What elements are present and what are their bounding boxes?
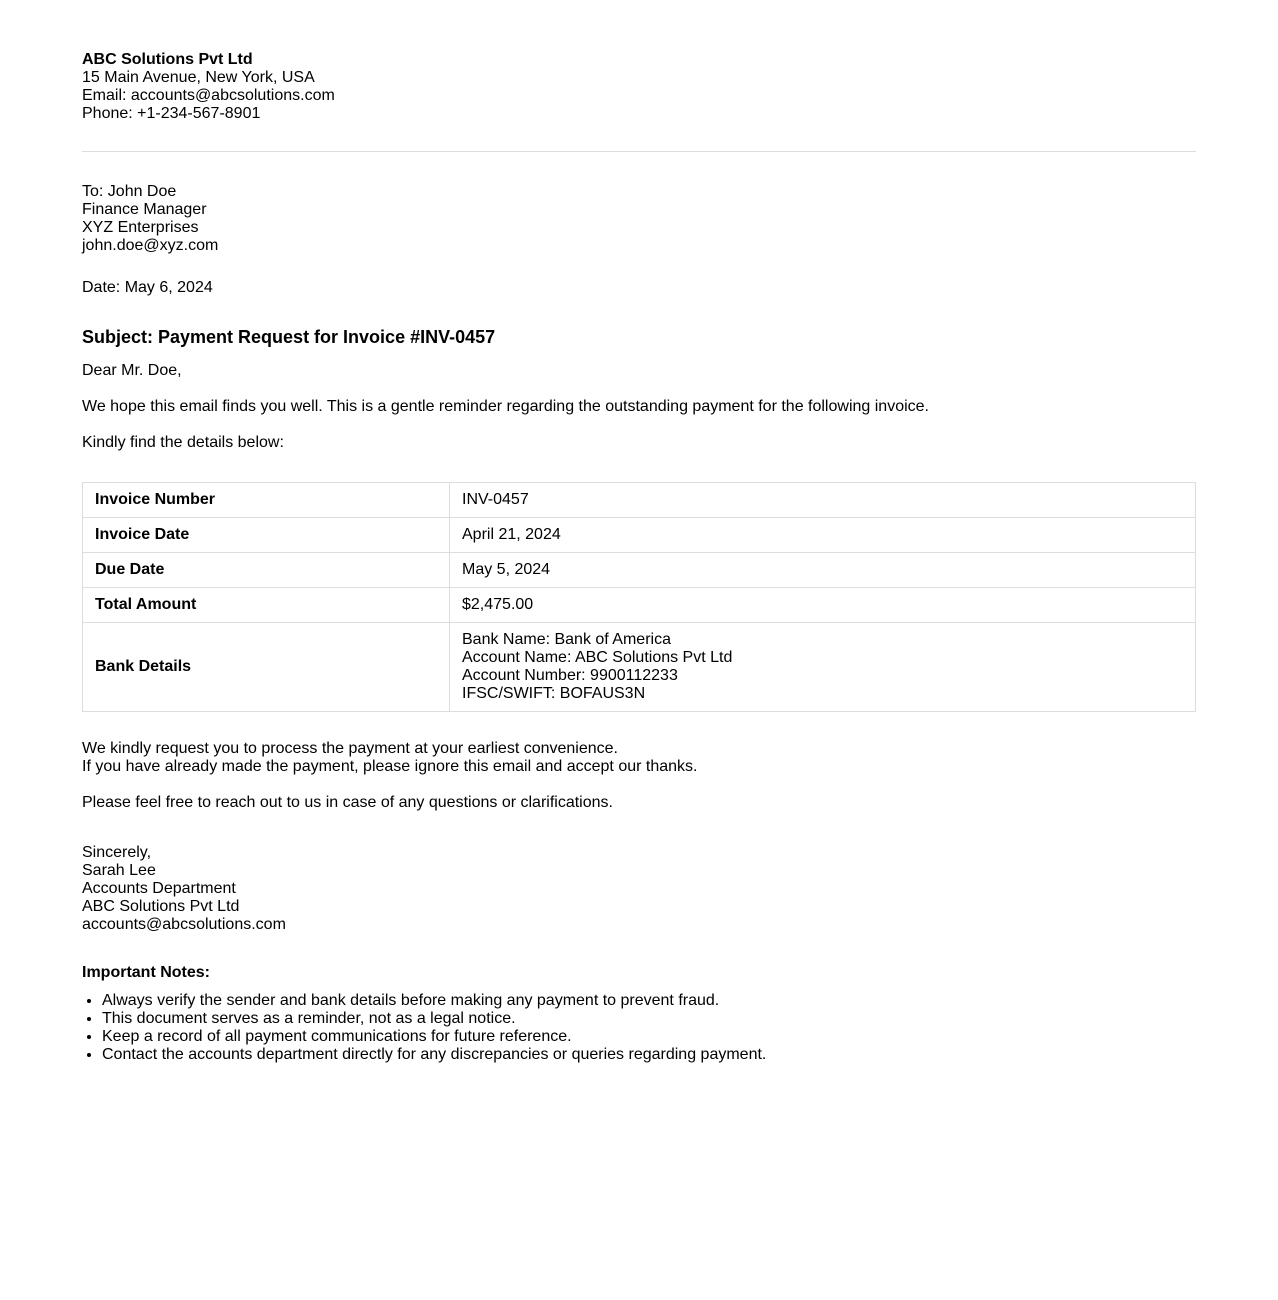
total-amount-value: $2,475.00 xyxy=(450,588,1196,623)
signer-name: Sarah Lee xyxy=(82,862,156,879)
table-row xyxy=(83,553,1196,588)
bank-details-value xyxy=(450,623,1196,712)
signer-email: accounts@abcsolutions.com xyxy=(82,916,286,933)
table-row xyxy=(83,518,1196,553)
invoice-date-value: April 21, 2024 xyxy=(450,518,1196,553)
list-item: • Contact the accounts department directly for any discrepancies or queries regarding payment. xyxy=(102,1046,1196,1064)
recipient-company: XYZ Enterprises xyxy=(82,219,199,236)
request-line-2: If you have already made the payment, please ignore this email and accept our thanks. xyxy=(82,758,698,775)
invoice-details-table xyxy=(82,482,1196,712)
details-intro: Kindly find the details below: xyxy=(82,434,284,451)
notes-heading: Important Notes: xyxy=(82,964,210,981)
recipient-block xyxy=(82,183,1196,255)
signature-block xyxy=(82,844,1196,934)
invoice-date-label: Invoice Date xyxy=(83,518,450,553)
intro-paragraph: We hope this email finds you well. This is a gentle reminder regarding the outstanding payment for the following invoice. xyxy=(82,398,929,415)
sender-company-name: ABC Solutions Pvt Ltd xyxy=(82,51,253,68)
account-name: Account Name: ABC Solutions Pvt Ltd xyxy=(462,649,733,666)
salutation: Dear Mr. Doe, xyxy=(82,362,182,379)
list-item: • Always verify the sender and bank details before making any payment to prevent fraud. xyxy=(102,992,1196,1010)
ifsc-swift: IFSC/SWIFT: BOFAUS3N xyxy=(462,685,646,702)
sender-address: 15 Main Avenue, New York, USA xyxy=(82,69,315,86)
valediction: Sincerely, xyxy=(82,844,152,861)
recipient-email: john.doe@xyz.com xyxy=(82,237,219,254)
due-date-value: May 5, 2024 xyxy=(450,553,1196,588)
signer-department: Accounts Department xyxy=(82,880,236,897)
recipient-title: Finance Manager xyxy=(82,201,207,218)
signer-company: ABC Solutions Pvt Ltd xyxy=(82,898,240,915)
table-row xyxy=(83,588,1196,623)
request-line-1: We kindly request you to process the payment at your earliest convenience. xyxy=(82,740,618,757)
sender-phone: Phone: +1-234-567-8901 xyxy=(82,105,261,122)
invoice-number-label: Invoice Number xyxy=(83,483,450,518)
due-date-label: Due Date xyxy=(83,553,450,588)
invoice-number-value: INV-0457 xyxy=(450,483,1196,518)
bank-details-label: Bank Details xyxy=(83,623,450,712)
letter-subject: Subject: Payment Request for Invoice #INV-0457 xyxy=(82,327,496,347)
letter-date: Date: May 6, 2024 xyxy=(82,279,213,296)
notes-list xyxy=(82,992,1196,1064)
list-item: • Keep a record of all payment communications for future reference. xyxy=(102,1028,1196,1046)
account-number: Account Number: 9900112233 xyxy=(462,667,678,684)
total-amount-label: Total Amount xyxy=(83,588,450,623)
recipient-to: To: John Doe xyxy=(82,183,177,200)
table-row xyxy=(83,483,1196,518)
header-divider xyxy=(82,151,1196,152)
list-item: • This document serves as a reminder, not as a legal notice. xyxy=(102,1010,1196,1028)
contact-line: Please feel free to reach out to us in case of any questions or clarifications. xyxy=(82,794,613,811)
sender-email: Email: accounts@abcsolutions.com xyxy=(82,87,335,104)
bank-name: Bank Name: Bank of America xyxy=(462,631,671,648)
sender-block xyxy=(82,51,1196,123)
closing-request xyxy=(82,740,1196,776)
table-row xyxy=(83,623,1196,712)
